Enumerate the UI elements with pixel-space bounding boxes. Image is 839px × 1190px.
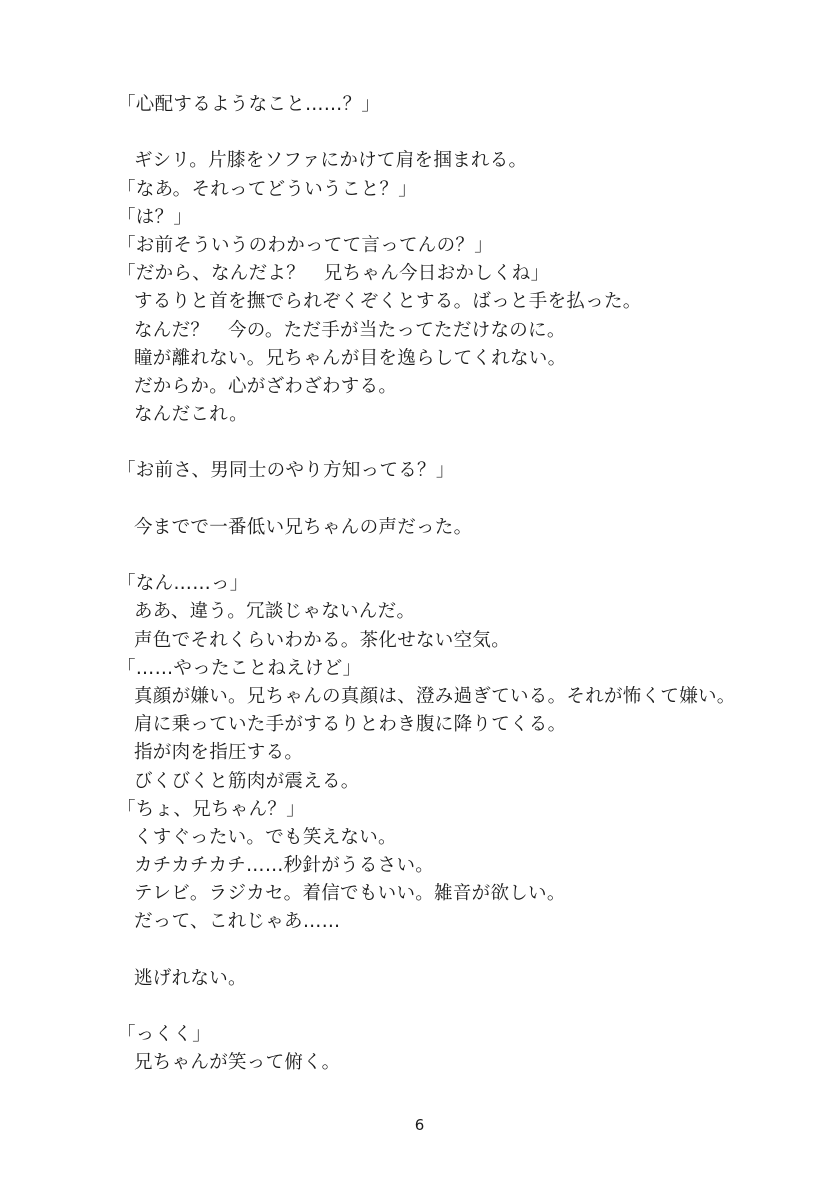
text-line: 「……やったことねえけど」 — [117, 657, 362, 679]
blank-line — [117, 993, 757, 1021]
text-line: 声色でそれくらいわかる。茶化せない空気。 — [134, 629, 511, 651]
text-line: 肩に乗っていた手がするりとわき腹に降りてくる。 — [134, 714, 567, 736]
blank-line — [117, 937, 757, 965]
blank-line — [117, 542, 757, 570]
text-line: 「だから、なんだよ？ 兄ちゃん今日おかしくね」 — [117, 263, 550, 285]
text-line: 「っくく」 — [117, 1024, 212, 1046]
text-line: 指が肉を指圧する。 — [134, 742, 304, 764]
text-line: するりと首を撫でられぞくぞくとする。ばっと手を払った。 — [134, 291, 642, 313]
blank-line — [117, 486, 757, 514]
page-number: 6 — [414, 1116, 425, 1134]
blank-line — [117, 429, 757, 457]
text-line: テレビ。ラジカセ。着信でもいい。雑音が欲しい。 — [134, 883, 566, 905]
text-line: 「ちょ、兄ちゃん？」 — [117, 798, 306, 820]
text-line: 「は？」 — [117, 206, 193, 228]
text-line: びくびくと筋肉が震える。 — [134, 770, 360, 792]
text-line: 兄ちゃんが笑って俯く。 — [134, 1052, 341, 1074]
text-line: 「お前さ、男同士のやり方知ってる？」 — [117, 460, 455, 482]
text-line: くすぐったい。でも笑えない。 — [134, 826, 397, 848]
text-line: なんだ？ 今の。ただ手が当たってただけなのに。 — [134, 319, 566, 341]
text-line: 真顔が嫌い。兄ちゃんの真顔は、澄み過ぎている。それが怖くて嫌い。 — [134, 685, 736, 707]
blank-line — [117, 119, 757, 147]
text-line: ああ、違う。冗談じゃないんだ。 — [134, 601, 416, 623]
text-line: 「お前そういうのわかってて言ってんの？」 — [117, 234, 494, 256]
text-line: 今までで一番低い兄ちゃんの声だった。 — [134, 516, 473, 538]
text-line: 「なあ。それってどういうこと？」 — [117, 178, 418, 200]
text-line: 「なん……っ」 — [117, 573, 249, 595]
text-line: カチカチカチ……秒針がうるさい。 — [134, 855, 435, 877]
text-line: 瞳が離れない。兄ちゃんが目を逸らしてくれない。 — [134, 347, 567, 369]
text-line: 「心配するようなこと……？」 — [117, 94, 381, 115]
text-line: なんだこれ。 — [134, 404, 248, 426]
body-text — [117, 91, 757, 1078]
text-line: だって、これじゃあ…… — [134, 911, 341, 933]
text-line: だからか。心がざわざわする。 — [134, 375, 398, 397]
text-line: ギシリ。片膝をソファにかけて肩を掴まれる。 — [134, 150, 528, 172]
text-line: 逃げれない。 — [134, 967, 247, 989]
